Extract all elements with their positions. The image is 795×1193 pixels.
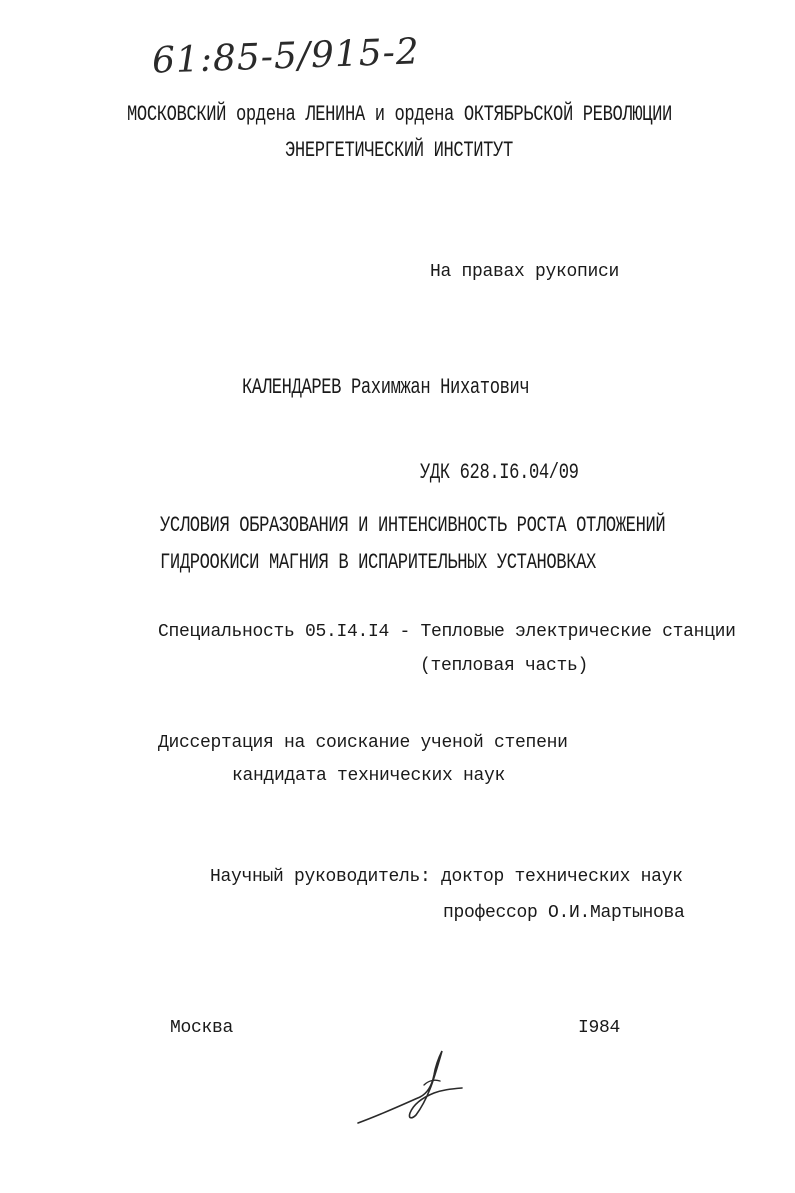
year: I984: [578, 1018, 621, 1038]
handwritten-signature: [350, 1045, 470, 1135]
thesis-title-line-1: УСЛОВИЯ ОБРАЗОВАНИЯ И ИНТЕНСИВНОСТЬ РОСТА ОТЛОЖЕНИЙ: [160, 513, 666, 538]
thesis-title-line-2: ГИДРООКИСИ МАГНИЯ В ИСПАРИТЕЛЬНЫХ УСТАНОВКАХ: [160, 550, 596, 575]
supervisor-line-1: Научный руководитель: доктор технических наук: [210, 867, 683, 887]
degree-line-2: кандидата технических наук: [232, 766, 506, 786]
specialty-line-2: (тепловая часть): [420, 656, 589, 676]
institution-line-1: МОСКОВСКИЙ ордена ЛЕНИНА и ордена ОКТЯБРЬСКОЙ РЕВОЛЮЦИИ: [127, 102, 672, 127]
specialty-line-1: Специальность 05.I4.I4 - Тепловые электрические станции: [158, 622, 736, 642]
udc-code: УДК 628.I6.04/09: [420, 460, 579, 485]
handwritten-archive-number: 61:85-5/915-2: [151, 31, 421, 82]
institution-line-2: ЭНЕРГЕТИЧЕСКИЙ ИНСТИТУТ: [285, 138, 513, 163]
supervisor-line-2: профессор О.И.Мартынова: [443, 903, 685, 923]
manuscript-note: На правах рукописи: [430, 262, 620, 282]
degree-line-1: Диссертация на соискание ученой степени: [158, 733, 568, 753]
city: Москва: [170, 1018, 234, 1038]
author-name: КАЛЕНДАРЕВ Рахимжан Нихатович: [242, 375, 530, 400]
